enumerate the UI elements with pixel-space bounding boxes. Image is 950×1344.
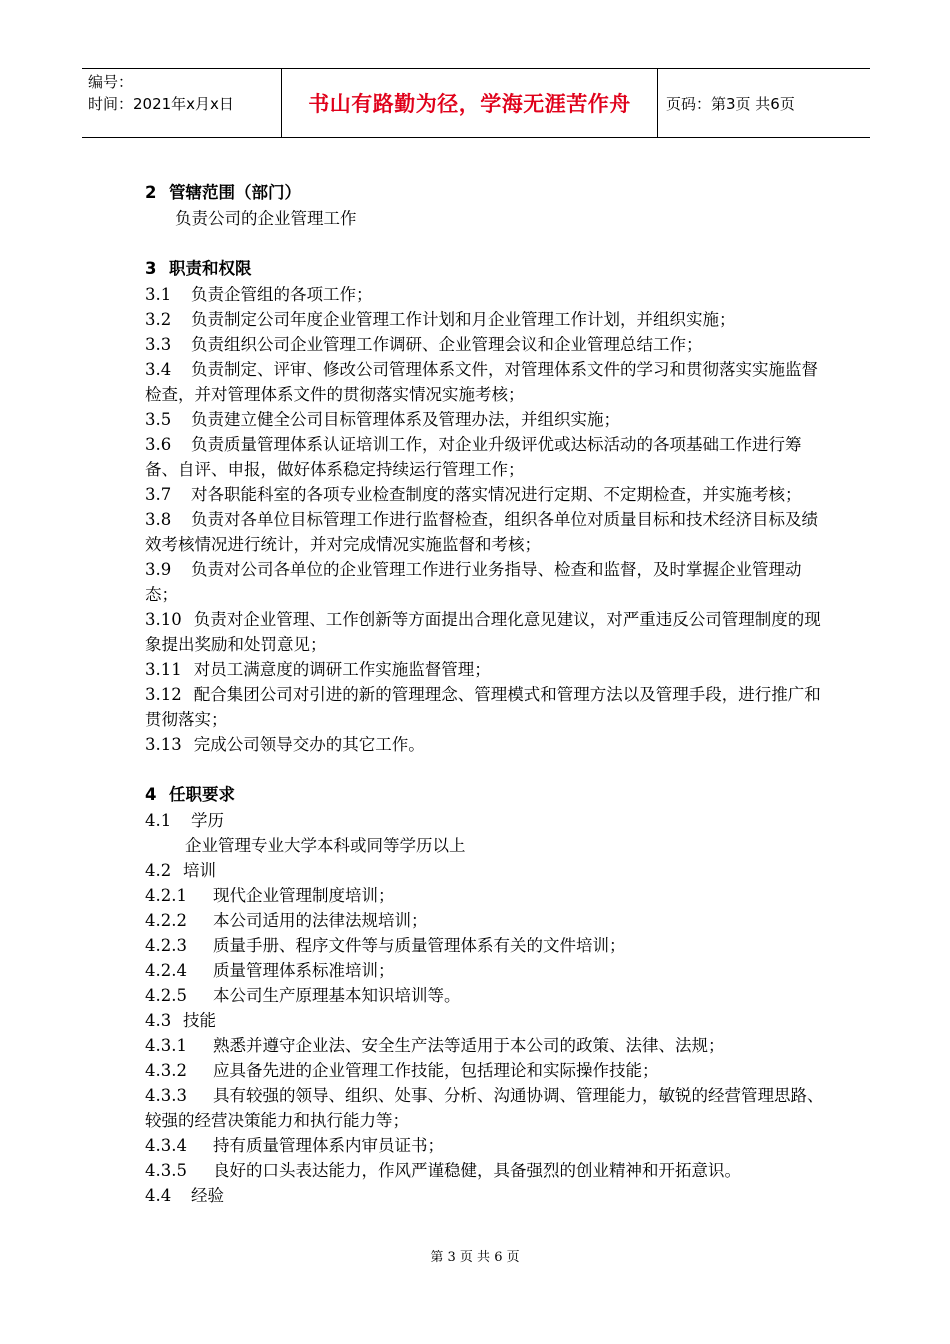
item-number: 3.9 xyxy=(145,560,172,579)
item-number: 3.4 xyxy=(145,360,172,379)
item-text: 负责建立健全公司目标管理体系及管理办法，并组织实施； xyxy=(191,410,620,429)
item-text: 良好的口头表达能力，作风严谨稳健，具备强烈的创业精神和开拓意识。 xyxy=(213,1161,741,1180)
item-number: 4.3.2 xyxy=(145,1061,187,1080)
list-item xyxy=(145,1083,825,1133)
item-number: 4.2.4 xyxy=(145,961,187,980)
section-number: 2 xyxy=(145,183,157,202)
item-text: 经验 xyxy=(191,1186,224,1205)
item-number: 4.3.3 xyxy=(145,1086,187,1105)
item-number: 3.1 xyxy=(145,285,172,304)
list-item xyxy=(145,407,825,432)
header-meta xyxy=(82,69,282,137)
item-text: 配合集团公司对引进的新的管理理念、管理模式和管理方法以及管理手段，进行推广和贯彻落实； xyxy=(145,685,821,729)
item-number: 4.1 xyxy=(145,811,172,830)
training-list xyxy=(145,883,825,1008)
item-text: 技能 xyxy=(183,1011,216,1030)
list-item xyxy=(145,657,825,682)
item-text: 负责制定、评审、修改公司管理体系文件，对管理体系文件的学习和贯彻落实实施监督检查，并对管理体系文件的贯彻落实情况实施考核； xyxy=(145,360,818,404)
item-text: 现代企业管理制度培训； xyxy=(213,886,395,905)
section-heading xyxy=(145,256,825,282)
item-text: 本公司生产原理基本知识培训等。 xyxy=(213,986,461,1005)
section-title: 职责和权限 xyxy=(169,259,252,278)
item-text: 质量管理体系标准培训； xyxy=(213,961,395,980)
section-title: 任职要求 xyxy=(169,785,235,804)
header-page-info: 页码：第3页 共6页 xyxy=(666,94,795,113)
list-item xyxy=(145,1158,825,1183)
item-text: 负责对企业管理、工作创新等方面提出合理化意见建议，对严重违反公司管理制度的现象提出奖励和处罚意见； xyxy=(145,610,821,654)
list-item xyxy=(145,557,825,607)
list-item xyxy=(145,357,825,407)
list-item xyxy=(145,282,825,307)
list-item xyxy=(145,482,825,507)
list-item xyxy=(145,332,825,357)
list-item xyxy=(145,432,825,482)
item-number: 4.2.1 xyxy=(145,886,187,905)
paragraph: 企业管理专业大学本科或同等学历以上 xyxy=(185,836,466,855)
item-number: 4.3.1 xyxy=(145,1036,187,1055)
header-motto: 书山有路勤为径，学海无涯苦作舟 xyxy=(308,92,631,116)
item-number: 4.3.4 xyxy=(145,1136,187,1155)
subsection-heading xyxy=(145,1008,825,1033)
list-item xyxy=(145,732,825,757)
item-number: 4.2.5 xyxy=(145,986,187,1005)
item-number: 3.2 xyxy=(145,310,172,329)
subsection-heading xyxy=(145,1183,825,1208)
document-body xyxy=(145,180,825,1208)
item-number: 3.5 xyxy=(145,410,172,429)
item-text: 具有较强的领导、组织、处事、分析、沟通协调、管理能力，敏锐的经营管理思路、较强的经营决策能力和执行能力等； xyxy=(145,1086,824,1130)
item-text: 负责制定公司年度企业管理工作计划和月企业管理工作计划，并组织实施； xyxy=(191,310,736,329)
list-item xyxy=(145,307,825,332)
item-number: 3.13 xyxy=(145,735,182,754)
item-number: 4.4 xyxy=(145,1186,172,1205)
item-number: 4.2.3 xyxy=(145,936,187,955)
list-item xyxy=(145,507,825,557)
item-number: 4.2.2 xyxy=(145,911,187,930)
section-number: 4 xyxy=(145,785,157,804)
item-text: 负责组织公司企业管理工作调研、企业管理会议和企业管理总结工作； xyxy=(191,335,703,354)
list-item xyxy=(145,958,825,983)
item-number: 3.12 xyxy=(145,685,182,704)
item-text: 本公司适用的法律法规培训； xyxy=(213,911,428,930)
list-item xyxy=(145,607,825,657)
item-text: 负责企管组的各项工作； xyxy=(191,285,373,304)
item-number: 3.11 xyxy=(145,660,182,679)
code-label: 编号： xyxy=(88,73,134,91)
page-header xyxy=(82,68,870,138)
item-text: 培训 xyxy=(183,861,216,880)
item-text: 负责质量管理体系认证培训工作，对企业升级评优或达标活动的各项基础工作进行筹备、自评、申报，做好体系稳定持续运行管理工作； xyxy=(145,435,802,479)
list-item xyxy=(145,883,825,908)
item-number: 4.3 xyxy=(145,1011,172,1030)
item-text: 负责对各单位目标管理工作进行监督检查，组织各单位对质量目标和技术经济目标及绩效考核情况进行统计，并对完成情况实施监督和考核； xyxy=(145,510,818,554)
list-item xyxy=(145,983,825,1008)
item-number: 3.6 xyxy=(145,435,172,454)
subsection-heading xyxy=(145,808,825,833)
item-number: 3.10 xyxy=(145,610,182,629)
item-text: 对员工满意度的调研工作实施监督管理； xyxy=(193,660,491,679)
section-heading xyxy=(145,180,825,206)
list-item xyxy=(145,1033,825,1058)
page-footer: 第 3 页 共 6 页 xyxy=(430,1250,520,1265)
section-number: 3 xyxy=(145,259,157,278)
item-text: 负责对公司各单位的企业管理工作进行业务指导、检查和监督，及时掌握企业管理动态； xyxy=(145,560,802,604)
list-item xyxy=(145,908,825,933)
item-number: 3.3 xyxy=(145,335,172,354)
item-number: 4.2 xyxy=(145,861,172,880)
item-number: 3.7 xyxy=(145,485,172,504)
item-number: 4.3.5 xyxy=(145,1161,187,1180)
list-item xyxy=(145,1058,825,1083)
subsection-heading xyxy=(145,858,825,883)
list-item xyxy=(145,933,825,958)
section-heading xyxy=(145,782,825,808)
item-text: 应具备先进的企业管理工作技能，包括理论和实际操作技能； xyxy=(213,1061,659,1080)
item-text: 对各职能科室的各项专业检查制度的落实情况进行定期、不定期检查，并实施考核； xyxy=(191,485,802,504)
header-motto-cell xyxy=(282,69,658,137)
section-title: 管辖范围（部门） xyxy=(169,183,301,202)
item-text: 熟悉并遵守企业法、安全生产法等适用于本公司的政策、法律、法规； xyxy=(213,1036,725,1055)
item-text: 持有质量管理体系内审员证书； xyxy=(213,1136,444,1155)
item-number: 3.8 xyxy=(145,510,172,529)
duty-list xyxy=(145,282,825,757)
date-line: 时间：2021年x月x日 xyxy=(88,95,234,113)
item-text: 学历 xyxy=(191,811,224,830)
item-text: 完成公司领导交办的其它工作。 xyxy=(193,735,425,754)
list-item xyxy=(145,1133,825,1158)
list-item xyxy=(145,682,825,732)
paragraph: 负责公司的企业管理工作 xyxy=(175,209,357,228)
skill-list xyxy=(145,1033,825,1183)
item-text: 质量手册、程序文件等与质量管理体系有关的文件培训； xyxy=(213,936,626,955)
